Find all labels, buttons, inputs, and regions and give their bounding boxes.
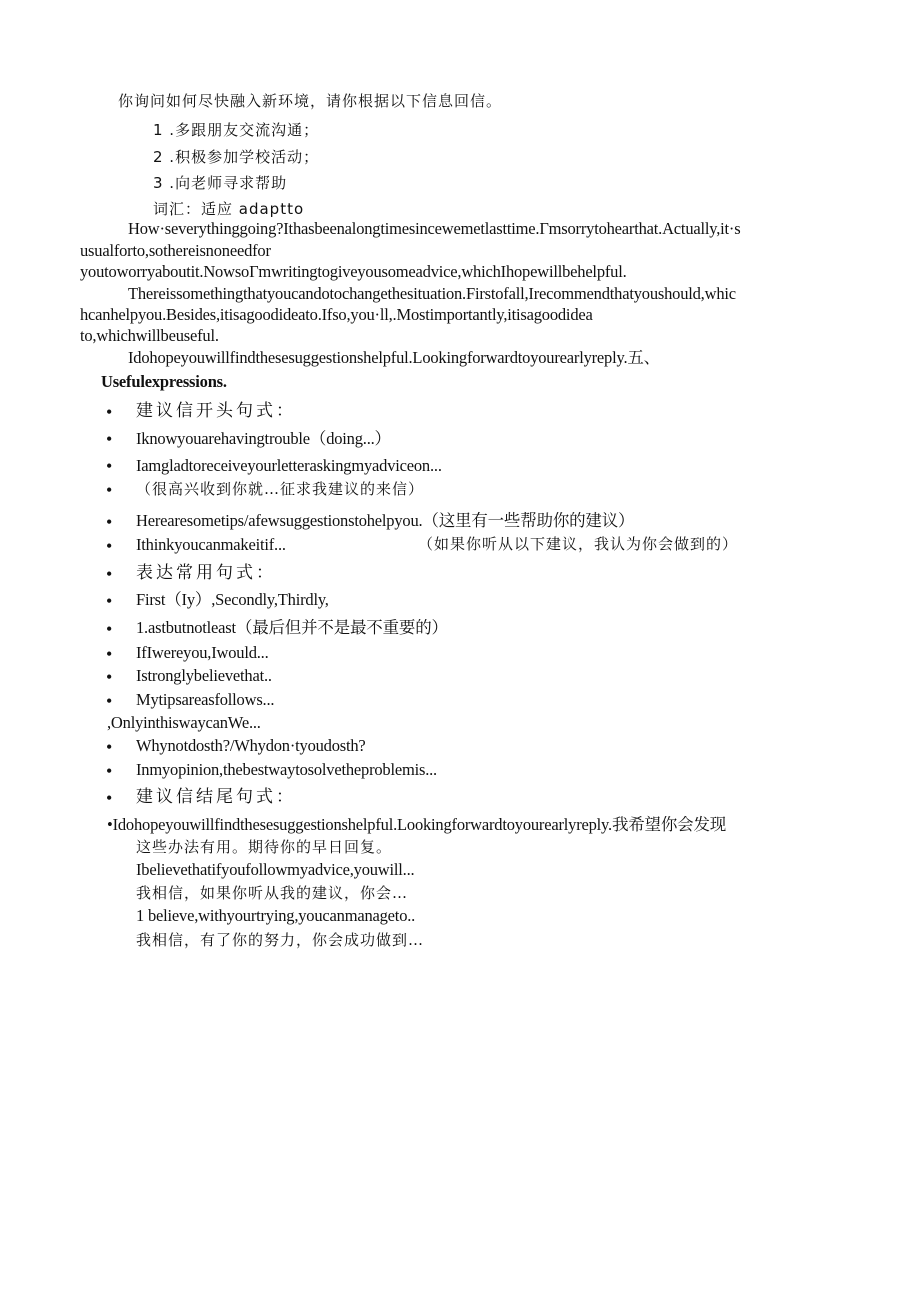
- common-item-4: Istronglybelievethat..: [136, 666, 272, 685]
- only-line: ,OnlyinthiswaycanWe...: [107, 713, 261, 732]
- opening-item-2: Iamgladtoreceiveyourletteraskingmyadviceon...: [136, 456, 442, 475]
- bullet: •: [106, 644, 113, 664]
- closing-line-2: 这些办法有用。期待你的早日回复。: [136, 838, 393, 856]
- bullet: •: [106, 619, 113, 639]
- common-heading: 表达常用句式：: [136, 563, 276, 583]
- opening-item-5-note: （如果你听从以下建议，我认为你会做到的）: [418, 535, 739, 553]
- opening-heading: 建议信开头句式：: [136, 401, 296, 421]
- bullet: •: [106, 761, 113, 781]
- bullet: •: [106, 564, 113, 584]
- letter-p3: Idohopeyouwillfindthesesuggestionshelpful.Lookingforwardtoyourearlyreply.五、: [128, 348, 660, 367]
- common-item-2: 1.astbutnotleast（最后但并不是最不重要的）: [136, 618, 448, 637]
- closing-line-6: 我相信，有了你的努力，你会成功做到…: [136, 931, 425, 949]
- point-2: 2 .积极参加学校活动；: [153, 148, 320, 166]
- letter-p1-line2: usualforto,sothereisnoneedfor: [80, 241, 271, 260]
- letter-p2-line1: Thereissomethingthatyoucandotochangethesituation.Firstofall,Irecommendthatyoushould,whic: [128, 284, 736, 303]
- closing-heading: 建议信结尾句式：: [136, 787, 296, 807]
- opening-item-4: Herearesometips/afewsuggestionstohelpyou.（这里有一些帮助你的建议）: [136, 511, 635, 530]
- closing-line-3: Ibelievethatifyoufollowmyadvice,youwill...: [136, 860, 415, 879]
- bullet: •: [106, 512, 113, 532]
- letter-p2-line3: to,whichwillbeuseful.: [80, 326, 219, 345]
- vocab-line: 词汇：适应 adaptto: [153, 200, 305, 218]
- opening-item-1: Iknowyouarehavingtrouble（doing...）: [136, 429, 391, 448]
- closing-line-1: •Idohopeyouwillfindthesesuggestionshelpful.Lookingforwardtoyourearlyreply.我希望你会发现: [107, 815, 727, 834]
- letter-p1-line3: youtoworryaboutit.NowsoΓmwritingtogiveyousomeadvice,whichIhopewillbehelpful.: [80, 262, 627, 281]
- common-item-5: Mytipsareasfollows...: [136, 690, 275, 709]
- letter-p1-line1: How·severythinggoing?Ithasbeenalongtimesincewemetlasttime.Γmsorrytohearthat.Actually,it·s: [128, 219, 741, 238]
- bullet: •: [106, 591, 113, 611]
- bullet: •: [106, 667, 113, 687]
- opening-item-5: Ithinkyoucanmakeitif...: [136, 535, 286, 554]
- common-item-1: First（Iy）,Secondly,Thirdly,: [136, 590, 329, 609]
- closing-line-4: 我相信，如果你听从我的建议，你会…: [136, 884, 409, 902]
- common-item-6: Whynotdosth?/Whydon·tyoudosth?: [136, 736, 366, 755]
- closing-line-5: 1 believe,withyourtrying,youcanmanageto..: [136, 906, 416, 925]
- bullet: •: [106, 536, 113, 556]
- point-1: 1 .多跟朋友交流沟通；: [153, 121, 320, 139]
- opening-item-3: （很高兴收到你就…征求我建议的来信）: [136, 480, 425, 498]
- bullet: •: [106, 429, 113, 449]
- bullet: •: [106, 402, 113, 422]
- intro-text: 你询问如何尽快融入新环境，请你根据以下信息回信。: [118, 92, 503, 110]
- bullet: •: [106, 788, 113, 808]
- bullet: •: [106, 737, 113, 757]
- letter-p2-line2: hcanhelpyou.Besides,itisagoodideato.Ifso,you·ll,.Mostimportantly,itisagoodidea: [80, 305, 593, 324]
- point-3: 3 .向老师寻求帮助: [153, 174, 288, 192]
- bullet: •: [106, 691, 113, 711]
- common-item-3: IfIwereyou,Iwould...: [136, 643, 269, 662]
- bullet: •: [106, 480, 113, 500]
- section-title: Usefulexpressions.: [101, 372, 227, 391]
- common-item-7: Inmyopinion,thebestwaytosolvetheproblemis...: [136, 760, 437, 779]
- bullet: •: [106, 456, 113, 476]
